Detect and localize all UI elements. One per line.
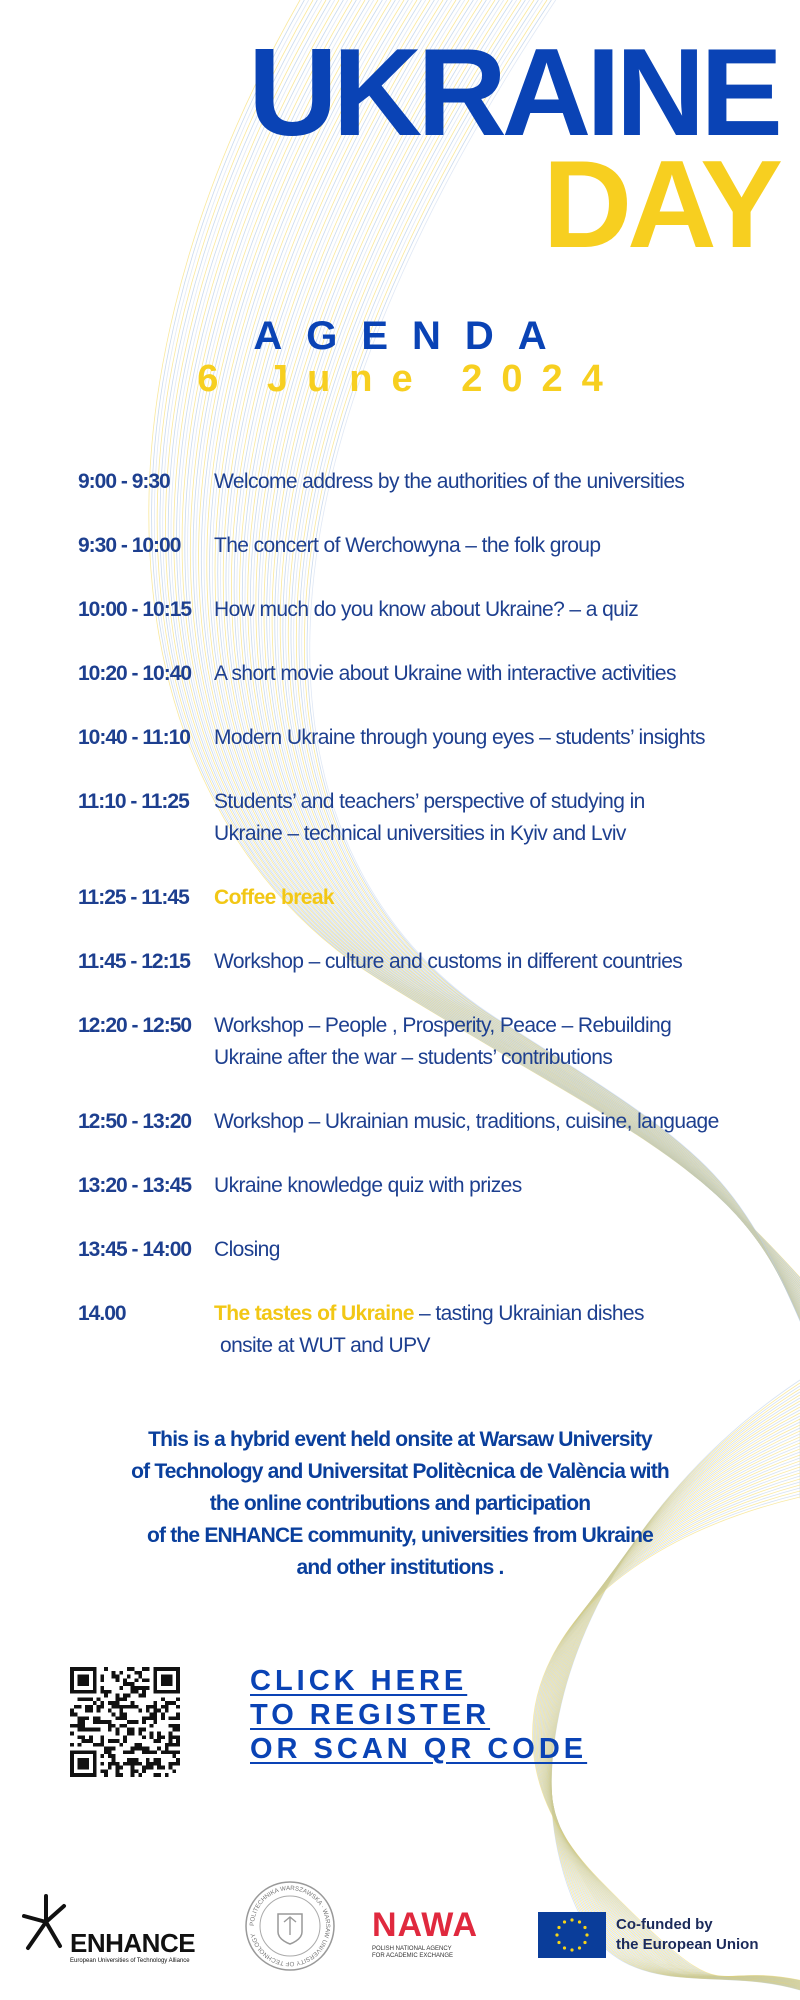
highlighted-text: Coffee break (214, 886, 335, 909)
hybrid-event-note (120, 1424, 680, 1584)
nawa-tagline-1: POLISH NATIONAL AGENCY (372, 1946, 452, 1952)
eu-cofunded-text (616, 1915, 759, 1955)
schedule-time: 10:20 - 10:40 (78, 662, 192, 685)
schedule-time: 13:20 - 13:45 (78, 1174, 192, 1197)
register-link[interactable] (250, 1664, 587, 1766)
wut-seal-logo (244, 1880, 336, 1972)
schedule-time: 11:10 - 11:25 (78, 790, 189, 813)
svg-text:POLITECHNIKA WARSZAWSKA · WARS: POLITECHNIKA WARSZAWSKA · WARSAW UNIVERSITY OF TECHNOLOGY (248, 1884, 332, 1968)
description-line (214, 1106, 778, 1138)
schedule-description (214, 658, 778, 690)
schedule-description (214, 1234, 778, 1266)
schedule-row (78, 1010, 778, 1074)
schedule-row (78, 658, 778, 690)
schedule-row (78, 882, 778, 914)
description-text: How much do you know about Ukraine? – a quiz (214, 598, 639, 621)
schedule-description (214, 722, 778, 754)
description-line (214, 1170, 778, 1202)
register-line-2[interactable]: TO REGISTER (250, 1699, 491, 1731)
schedule-description (214, 466, 778, 498)
partner-logos (0, 1880, 800, 1990)
schedule-time: 9:30 - 10:00 (78, 534, 181, 557)
description-line (214, 1234, 778, 1266)
description-line (214, 466, 778, 498)
description-text: Ukraine knowledge quiz with prizes (214, 1174, 522, 1197)
enhance-star-icon (20, 1892, 70, 1954)
schedule-time: 12:50 - 13:20 (78, 1110, 192, 1133)
schedule-row (78, 1106, 778, 1138)
schedule-time: 10:40 - 11:10 (78, 726, 190, 749)
schedule-row (78, 594, 778, 626)
description-text: Welcome address by the authorities of the universities (214, 470, 685, 493)
enhance-logo (20, 1892, 196, 1964)
hybrid-note-line: This is a hybrid event held onsite at Warsaw University (148, 1428, 652, 1451)
description-text: Closing (214, 1238, 280, 1261)
description-line: Ukraine – technical universities in Kyiv and Lviv (214, 822, 626, 845)
agenda-heading: AGENDA (253, 314, 571, 358)
hybrid-note-line: of Technology and Universitat Politècnica de València with (131, 1460, 669, 1483)
qr-code[interactable] (70, 1667, 180, 1777)
nawa-logo (372, 1906, 492, 1962)
hybrid-note-line: and other institutions . (296, 1556, 504, 1579)
schedule-description (214, 1106, 778, 1138)
nawa-tagline-2: FOR ACADEMIC EXCHANGE (372, 1953, 454, 1959)
schedule-description (214, 1010, 778, 1074)
hybrid-note-line: the online contributions and participation (209, 1492, 591, 1515)
hybrid-note-line: of the ENHANCE community, universities from Ukraine (146, 1524, 654, 1547)
title-ukraine: UKRAINE (248, 24, 778, 162)
register-line-3[interactable]: OR SCAN QR CODE (250, 1733, 588, 1765)
schedule-time: 11:45 - 12:15 (78, 950, 190, 973)
schedule-row (78, 530, 778, 562)
description-text: Workshop – culture and customs in different countries (214, 950, 683, 973)
description-line (214, 722, 778, 754)
description-text: – tasting Ukrainian dishes (413, 1302, 644, 1325)
register-line-1[interactable]: CLICK HERE (250, 1665, 468, 1697)
description-text: The concert of Werchowyna – the folk group (214, 534, 601, 557)
description-line (214, 946, 778, 978)
highlighted-text: The tastes of Ukraine (214, 1302, 414, 1325)
description-line (214, 658, 778, 690)
schedule-description (214, 786, 778, 850)
schedule-row (78, 1298, 778, 1362)
description-line (214, 594, 778, 626)
schedule-description (214, 530, 778, 562)
schedule-row (78, 1170, 778, 1202)
schedule-time: 12:20 - 12:50 (78, 1014, 192, 1037)
eu-flag-icon (538, 1912, 606, 1958)
description-line: onsite at WUT and UPV (220, 1334, 430, 1357)
nawa-tagline (372, 1946, 453, 1960)
description-text: Modern Ukraine through young eyes – students’ insights (214, 726, 705, 749)
schedule-row (78, 946, 778, 978)
schedule-row (78, 722, 778, 754)
description-text: A short movie about Ukraine with interactive activities (214, 662, 676, 685)
description-line: Students’ and teachers’ perspective of studying in (214, 790, 645, 813)
schedule-description (214, 882, 778, 914)
title-day: DAY (542, 136, 778, 274)
schedule-description (214, 946, 778, 978)
schedule-row (78, 466, 778, 498)
description-text: Workshop – Ukrainian music, traditions, cuisine, language (214, 1110, 719, 1133)
schedule-description (214, 1298, 778, 1362)
description-line (214, 1298, 778, 1330)
schedule-time: 9:00 - 9:30 (78, 470, 170, 493)
description-line (214, 882, 778, 914)
schedule-time: 14.00 (78, 1302, 126, 1325)
description-line (214, 530, 778, 562)
schedule-time: 10:00 - 10:15 (78, 598, 192, 621)
eu-line-1: Co-funded by (616, 1916, 713, 1933)
eu-line-2: the European Union (616, 1936, 759, 1953)
schedule-time: 13:45 - 14:00 (78, 1238, 192, 1261)
event-date: 6 June 2024 (197, 358, 622, 400)
schedule-list (78, 466, 778, 1394)
schedule-time: 11:25 - 11:45 (78, 886, 189, 909)
schedule-description (214, 594, 778, 626)
schedule-description (214, 1170, 778, 1202)
description-line: Ukraine after the war – students’ contributions (214, 1046, 613, 1069)
enhance-wordmark: ENHANCE (70, 1928, 196, 1958)
enhance-tagline: European Universities of Technology Alliance (70, 1958, 190, 1964)
schedule-row (78, 1234, 778, 1266)
description-line: Workshop – People , Prosperity, Peace – Rebuilding (214, 1014, 672, 1037)
schedule-row (78, 786, 778, 850)
nawa-wordmark: NAWA (372, 1906, 478, 1944)
